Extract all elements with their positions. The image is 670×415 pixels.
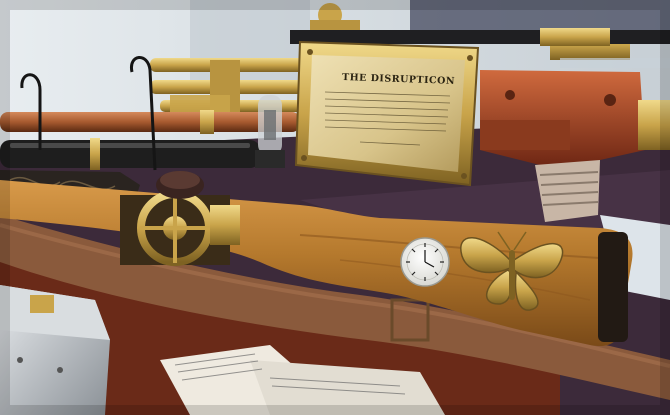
red-gun-body (480, 70, 645, 170)
black-rail-brass-end (540, 28, 610, 46)
coiled-cord (535, 160, 600, 222)
vacuum-tube (255, 95, 285, 168)
copper-barrel (0, 112, 300, 132)
scope-highlight (10, 143, 250, 148)
dark-knob-top (160, 171, 200, 189)
plaque (296, 42, 478, 185)
plaque-rivet (461, 173, 467, 179)
glass-tube-rail (560, 58, 670, 68)
brass-gear-mechanism (120, 193, 240, 265)
butt-plate (598, 232, 628, 342)
black-rail (290, 30, 670, 44)
plaque-rivet (307, 49, 313, 55)
barrel-brass-band (200, 110, 214, 134)
scope-brass-ring (90, 138, 100, 170)
plaque-title: THE DISRUPTICON (341, 72, 456, 87)
wall-panel-shadow (190, 0, 310, 90)
clock-face (401, 238, 449, 286)
plaque-rivet (301, 155, 307, 161)
metal-box (0, 285, 110, 415)
plaque-rivet (467, 55, 473, 61)
